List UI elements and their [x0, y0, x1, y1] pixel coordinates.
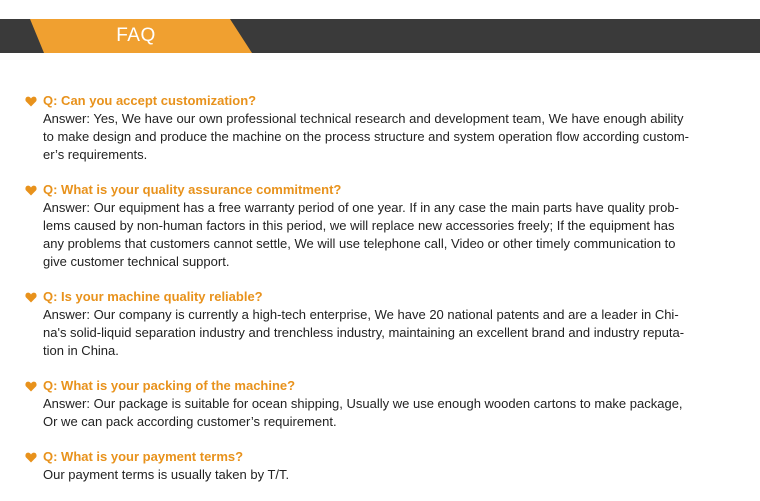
- heart-icon: [25, 185, 37, 196]
- faq-answer-line: Answer: Yes, We have our own professional technical research and development team, We have enough ability: [43, 111, 684, 126]
- faq-answer-line: tion in China.: [43, 343, 119, 358]
- faq-answer: [43, 306, 742, 360]
- heart-icon: [25, 381, 37, 392]
- faq-question: [43, 448, 742, 466]
- faq-answer-line: Or we can pack according customer’s requirement.: [43, 414, 337, 429]
- faq-answer-line: Our payment terms is usually taken by T/T.: [43, 467, 290, 482]
- faq-answer: [43, 110, 742, 164]
- faq-question-text: Q: What is your quality assurance commitment?: [43, 182, 342, 197]
- faq-question: [43, 377, 742, 395]
- faq-question: [43, 181, 742, 199]
- faq-answer-line: any problems that customers cannot settle, We will use telephone call, Video or other timely communication to: [43, 236, 676, 251]
- faq-question-text: Q: What is your payment terms?: [43, 449, 244, 464]
- faq-answer-line: na's solid-liquid separation industry and trenchless industry, maintaining an excellent brand and industry reputa-: [43, 325, 685, 340]
- faq-answer-line: er’s requirements.: [43, 147, 148, 162]
- faq-answer: [43, 199, 742, 271]
- faq-list: [0, 92, 760, 501]
- faq-answer-line: Answer: Our equipment has a free warranty period of one year. If in any case the main parts have quality prob-: [43, 200, 679, 215]
- faq-answer: [43, 395, 742, 431]
- faq-answer-line: to make design and produce the machine on the process structure and system operation flow according custom-: [43, 129, 690, 144]
- faq-item: [0, 377, 760, 431]
- faq-question-text: Q: What is your packing of the machine?: [43, 378, 296, 393]
- faq-answer-line: lems caused by non-human factors in this period, we will replace new accessories freely; If the equipment has: [43, 218, 675, 233]
- faq-item: [0, 448, 760, 484]
- faq-answer-line: give customer technical support.: [43, 254, 230, 269]
- faq-answer-line: Answer: Our company is currently a high-tech enterprise, We have 20 national patents and are a leader in Chi-: [43, 307, 679, 322]
- faq-question-text: Q: Is your machine quality reliable?: [43, 289, 263, 304]
- faq-answer-line: Answer: Our package is suitable for ocean shipping, Usually we use enough wooden cartons to make package,: [43, 396, 683, 411]
- faq-item: [0, 92, 760, 164]
- faq-item: [0, 181, 760, 271]
- heart-icon: [25, 96, 37, 107]
- faq-question: [43, 92, 742, 110]
- heart-icon: [25, 292, 37, 303]
- faq-item: [0, 288, 760, 360]
- faq-answer: [43, 466, 742, 484]
- page-title: FAQ: [116, 25, 156, 46]
- faq-question: [43, 288, 742, 306]
- faq-question-text: Q: Can you accept customization?: [43, 93, 257, 108]
- heart-icon: [25, 452, 37, 463]
